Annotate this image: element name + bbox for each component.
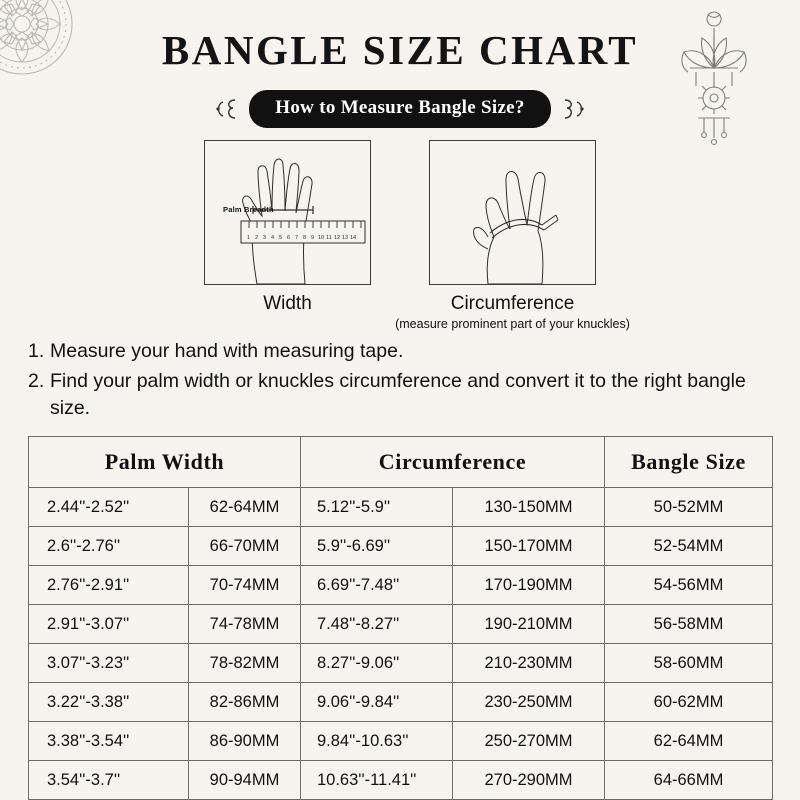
header-bangle-size: Bangle Size — [605, 437, 773, 488]
cell-circ-mm: 250-270MM — [453, 722, 605, 761]
table-row — [29, 566, 773, 605]
measurement-panels — [0, 140, 800, 331]
cell-circ-in: 6.69''-7.48'' — [301, 566, 453, 605]
panel-circumference — [395, 140, 630, 331]
step-2 — [28, 368, 772, 423]
cell-circ-mm: 270-290MM — [453, 761, 605, 800]
cell-palm-in: 3.07''-3.23'' — [29, 644, 189, 683]
cell-circ-mm: 130-150MM — [453, 488, 605, 527]
table-body — [29, 488, 773, 800]
cell-circ-in: 5.12''-5.9'' — [301, 488, 453, 527]
svg-text:13: 13 — [342, 235, 349, 241]
cell-circ-in: 9.06''-9.84'' — [301, 683, 453, 722]
svg-text:14: 14 — [350, 235, 357, 241]
cell-palm-in: 3.54''-3.7'' — [29, 761, 189, 800]
cell-palm-mm: 74-78MM — [189, 605, 301, 644]
svg-text:4: 4 — [271, 235, 275, 241]
cell-palm-mm: 82-86MM — [189, 683, 301, 722]
instruction-steps — [28, 338, 772, 425]
cell-palm-mm: 86-90MM — [189, 722, 301, 761]
page-title: BANGLE SIZE CHART — [161, 27, 639, 73]
cell-bangle: 64-66MM — [605, 761, 773, 800]
table-row — [29, 683, 773, 722]
svg-text:6: 6 — [287, 235, 291, 241]
header-palm-width: Palm Width — [29, 437, 301, 488]
svg-text:8: 8 — [303, 235, 307, 241]
step-2-number: 2. — [28, 369, 45, 392]
size-table-wrap — [28, 436, 772, 800]
cell-circ-in: 10.63''-11.41'' — [301, 761, 453, 800]
palm-breadth-label: Palm Breadth — [223, 205, 274, 214]
cell-circ-mm: 190-210MM — [453, 605, 605, 644]
svg-text:11: 11 — [326, 235, 332, 241]
svg-text:3: 3 — [263, 235, 267, 241]
cell-palm-in: 3.38''-3.54'' — [29, 722, 189, 761]
step-2-text: Find your palm width or knuckles circumference and convert it to the right bangle size. — [50, 369, 746, 420]
step-1-number: 1. — [28, 340, 45, 362]
cell-circ-in: 9.84''-10.63'' — [301, 722, 453, 761]
circumference-subcaption: (measure prominent part of your knuckles) — [395, 317, 630, 331]
cell-palm-mm: 66-70MM — [189, 527, 301, 566]
how-to-measure-banner: How to Measure Bangle Size? — [249, 90, 550, 128]
cell-circ-in: 8.27''-9.06'' — [301, 644, 453, 683]
svg-text:2: 2 — [255, 235, 259, 241]
circumference-caption: Circumference — [450, 293, 575, 314]
cell-palm-mm: 90-94MM — [189, 761, 301, 800]
cell-palm-in: 2.6''-2.76'' — [29, 527, 189, 566]
cell-palm-mm: 78-82MM — [189, 644, 301, 683]
hand-circumference-illustration-icon — [430, 141, 595, 284]
header-circumference: Circumference — [301, 437, 605, 488]
table-header-row — [29, 437, 773, 488]
cell-circ-mm: 210-230MM — [453, 644, 605, 683]
step-1-text: Measure your hand with measuring tape. — [50, 340, 404, 362]
width-caption: Width — [263, 293, 312, 314]
cell-palm-in: 2.91''-3.07'' — [29, 605, 189, 644]
table-row — [29, 644, 773, 683]
svg-text:10: 10 — [318, 235, 325, 241]
cell-bangle: 54-56MM — [605, 566, 773, 605]
cell-bangle: 60-62MM — [605, 683, 773, 722]
cell-bangle: 56-58MM — [605, 605, 773, 644]
cell-circ-mm: 230-250MM — [453, 683, 605, 722]
svg-text:7: 7 — [295, 235, 299, 241]
cell-palm-mm: 62-64MM — [189, 488, 301, 527]
cell-bangle: 50-52MM — [605, 488, 773, 527]
cell-circ-mm: 170-190MM — [453, 566, 605, 605]
swirl-ornament-right-icon — [561, 96, 587, 122]
step-1 — [28, 338, 772, 366]
table-row — [29, 761, 773, 800]
cell-palm-in: 2.76''-2.91'' — [29, 566, 189, 605]
banner-row — [0, 90, 800, 128]
svg-text:5: 5 — [279, 235, 283, 241]
cell-circ-mm: 150-170MM — [453, 527, 605, 566]
table-row — [29, 527, 773, 566]
bangle-size-table — [28, 436, 773, 800]
cell-palm-mm: 70-74MM — [189, 566, 301, 605]
cell-palm-in: 3.22''-3.38'' — [29, 683, 189, 722]
cell-circ-in: 7.48''-8.27'' — [301, 605, 453, 644]
table-row — [29, 488, 773, 527]
svg-text:1: 1 — [247, 235, 251, 241]
cell-bangle: 58-60MM — [605, 644, 773, 683]
cell-bangle: 52-54MM — [605, 527, 773, 566]
table-row — [29, 605, 773, 644]
circumference-illustration — [429, 140, 596, 285]
table-row — [29, 722, 773, 761]
width-illustration — [204, 140, 371, 285]
svg-text:12: 12 — [334, 235, 341, 241]
panel-width — [205, 140, 370, 331]
svg-text:9: 9 — [311, 235, 315, 241]
cell-bangle: 62-64MM — [605, 722, 773, 761]
cell-palm-in: 2.44''-2.52'' — [29, 488, 189, 527]
cell-circ-in: 5.9''-6.69'' — [301, 527, 453, 566]
swirl-ornament-left-icon — [213, 96, 239, 122]
